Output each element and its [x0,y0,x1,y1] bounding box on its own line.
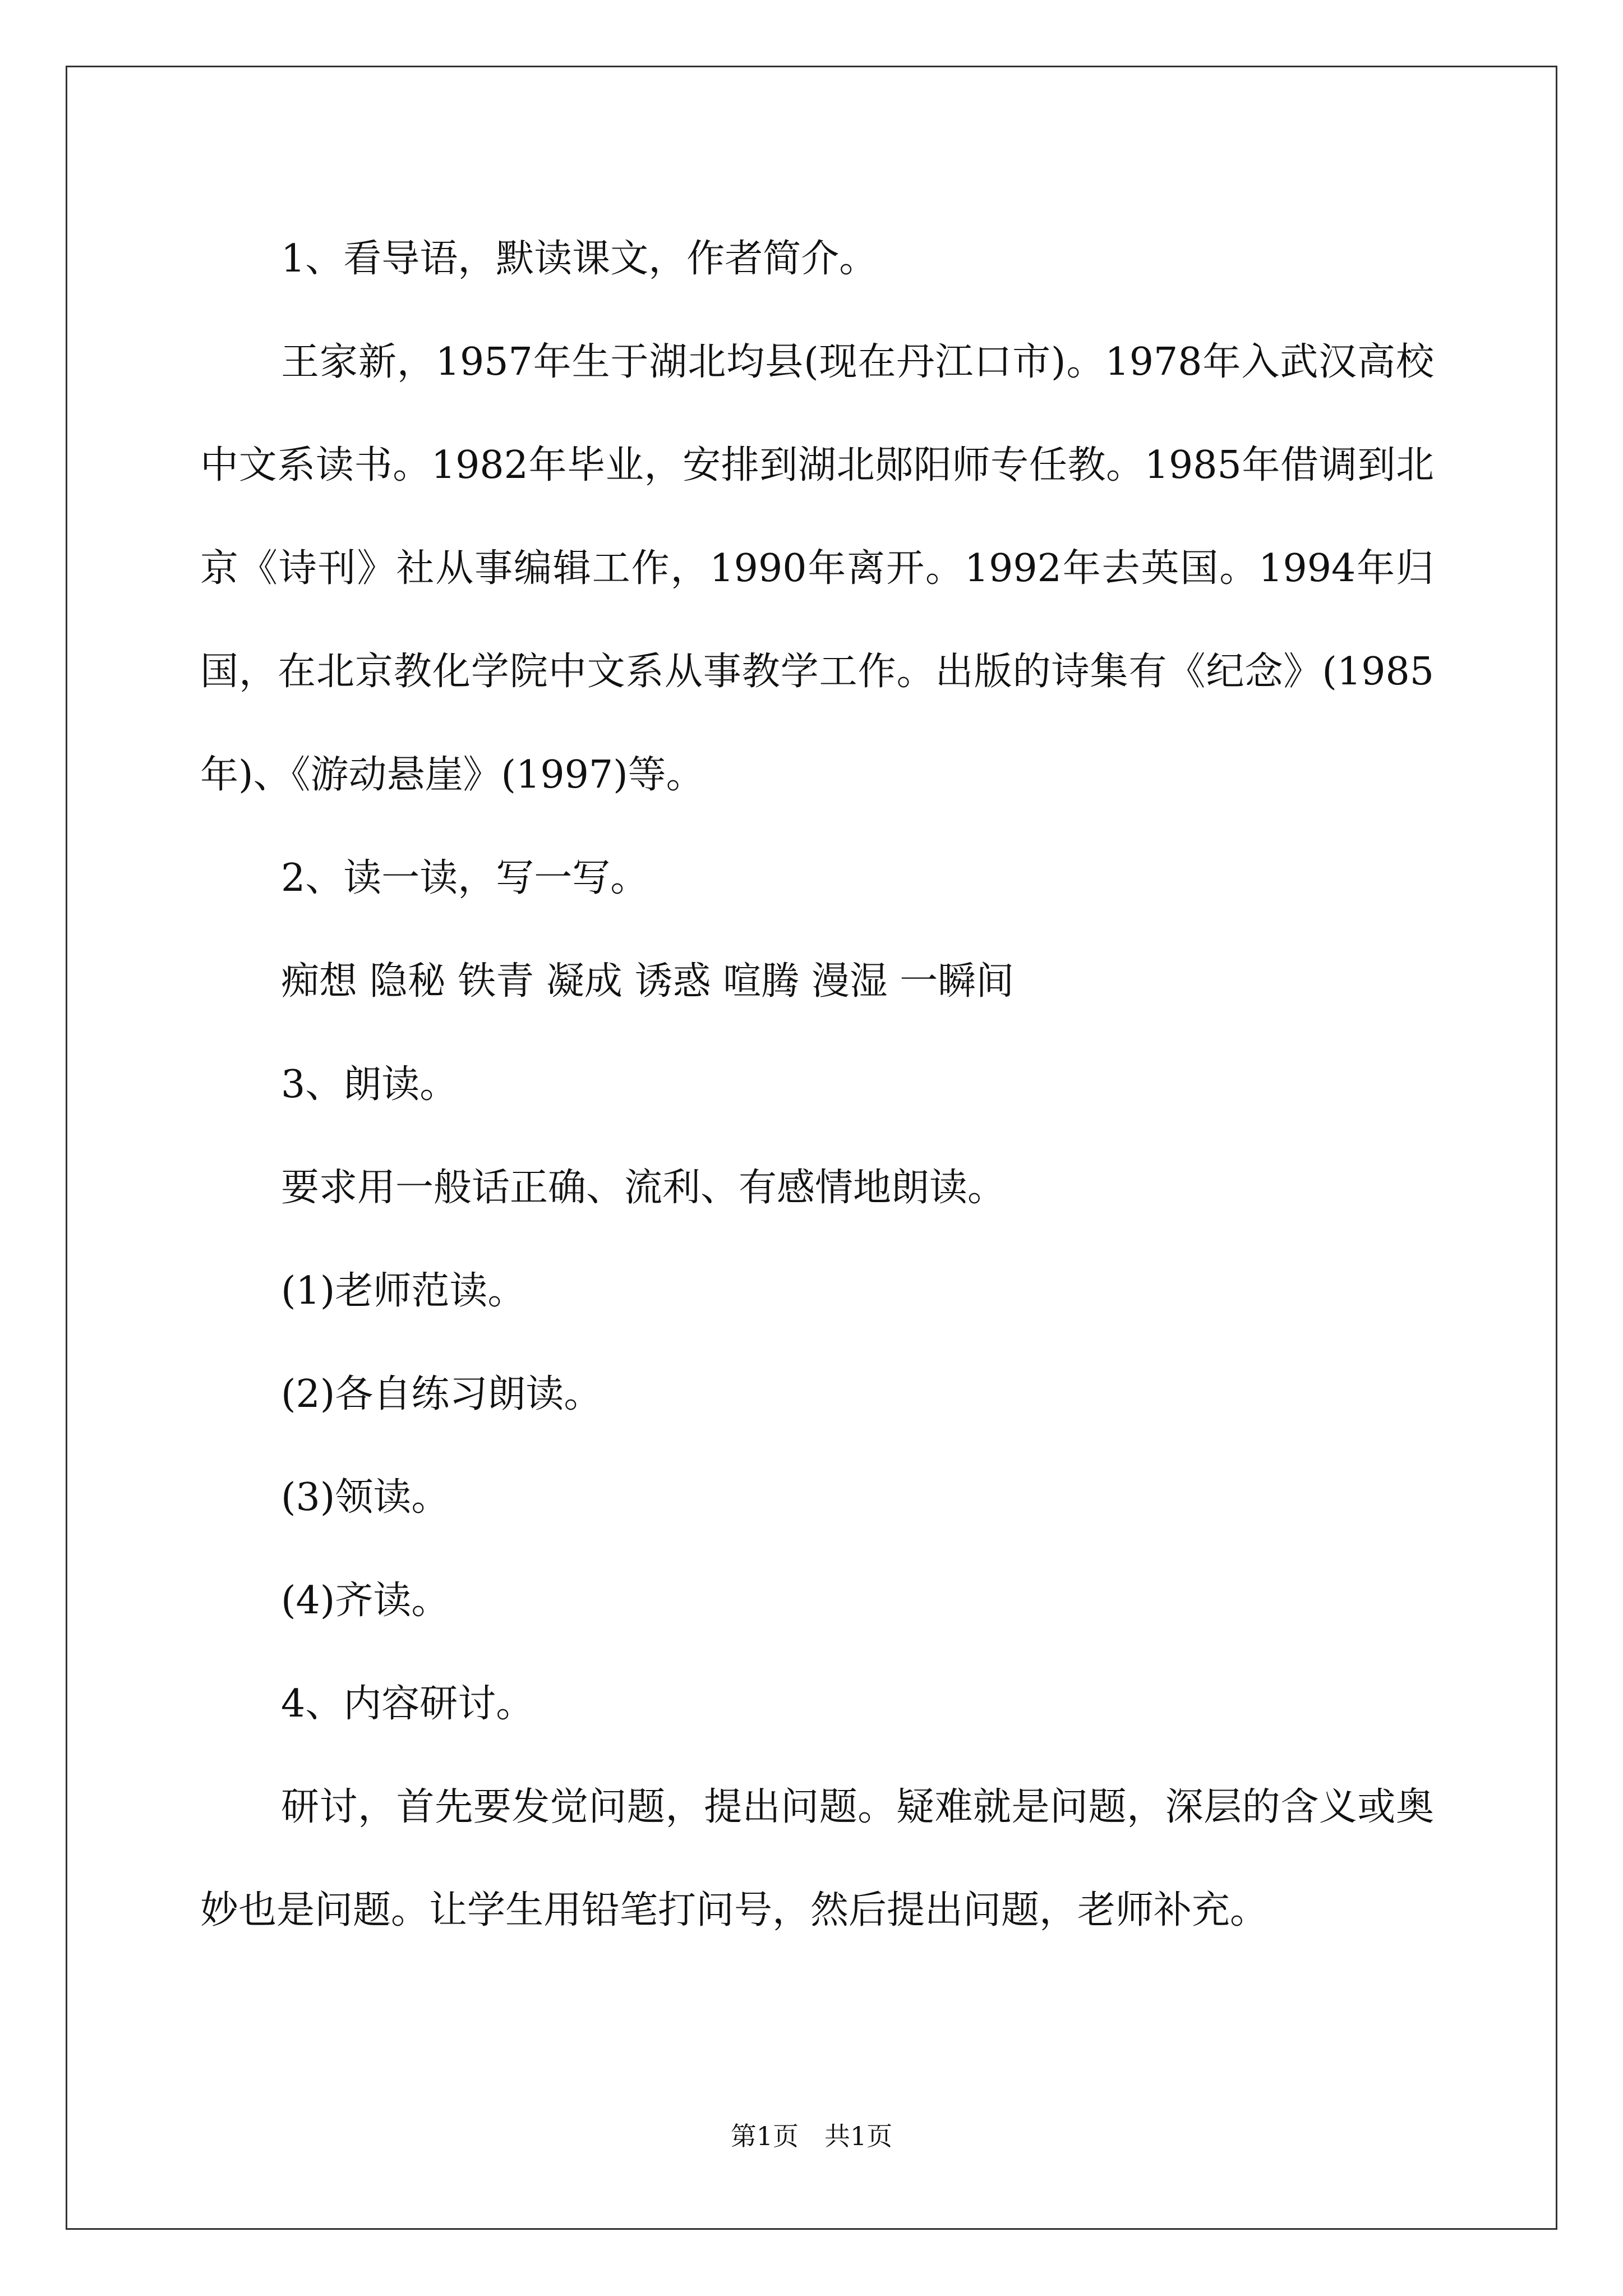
list-item-4: (4)齐读。 [281,1579,450,1623]
page-footer: 第1页 共1页 [730,2121,893,2151]
paragraph-author-bio: 王家新，1957年生于湖北均县(现在丹江口市)。1978年入武汉高校中文系读书。1982年毕业，安排到湖北郧阳师专任教。1985年借调到北京《诗刊》社从事编辑工作，1990年离开。1992年去英国。1994年归国，在北京教化学院中文系从事教学工作。出版的诗集有《纪念》(1985年)、《游动悬崖》(1997)等。 [200,340,1434,797]
paragraph-6: 要求用一般话正确、流利、有感情地朗读。 [281,1166,1006,1210]
paragraph-11: 4、内容研讨。 [281,1682,534,1726]
list-item-2: (2)各自练习朗读。 [281,1372,602,1416]
paragraph-1: 1、看导语，默读课文，作者简介。 [281,237,878,281]
paragraph-5: 3、朗读。 [281,1062,458,1107]
vocabulary-list: 痴想 隐秘 铁青 凝成 诱惑 喧腾 漫湿 一瞬间 [281,959,1015,1004]
paragraph-12: 研讨，首先要发觉问题，提出问题。疑难就是问题，深层的含义或奥妙也是问题。让学生用铅笔打问号，然后提出问题，老师补充。 [200,1785,1434,1932]
document-body [200,208,1434,1962]
paragraph-3: 2、读一读，写一写。 [281,856,649,900]
list-item-3: (3)领读。 [281,1475,450,1520]
list-item-1: (1)老师范读。 [281,1269,526,1313]
